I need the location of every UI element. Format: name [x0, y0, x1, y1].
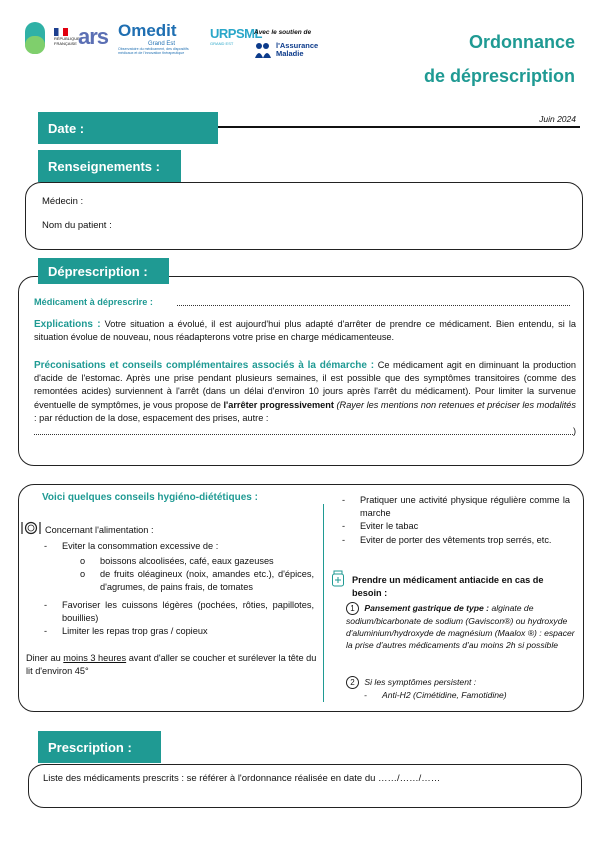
medicament-line[interactable]	[34, 296, 574, 309]
support-label: Avec le soutien de	[254, 29, 312, 36]
step2-number-icon: 2	[346, 676, 359, 689]
left-list	[44, 599, 314, 639]
explications-paragraph: Explications : Votre situation a évolué, il est aujourd'hui plus adapté d'arrêter de prendre ce médicament. Bien entendu, si la situation évolue de nouveau, nous réadapterons votre prise en charge médicamenteuse.	[34, 319, 576, 343]
renseignements-box	[25, 182, 583, 250]
people-icon	[254, 42, 272, 58]
medecin-field[interactable]: Médecin :	[42, 196, 84, 207]
patient-name-field[interactable]: Nom du patient :	[42, 220, 112, 231]
right-list	[342, 494, 570, 547]
page-title-line1: Ordonnance	[468, 32, 575, 52]
conseils-divider	[323, 504, 324, 702]
preconisations-paragraph: Préconisations et conseils complémentaires associés à la démarche : Ce médicament agit en diminuant la production d'acide de l'estomac. Après une prise pendant plusieurs semaines, il est possible que des symptômes transitoires (comme des remontées acides) surviennent à l'arrêt (dans un délai d'environ 10 jours après l'arrêt du médicament). Pour limiter la survenue éventuelle de symptômes, je vous propose de l'arrêter progressivement (Rayer les mentions non retenues et préciser les modalités : par réduction de la dose, espacement des prises, autre : )	[34, 359, 576, 438]
omedit-logo: Omedit Grand Est Observatoire du médicament, des dispositifs médicaux et de l'innovation thérapeutique	[118, 21, 189, 56]
republique-francaise-logo: RÉPUBLIQUE FRANÇAISE	[54, 28, 74, 54]
step1-number-icon: 1	[346, 602, 359, 615]
sub-list	[80, 555, 314, 595]
date-tab: Date :	[38, 112, 218, 144]
step2: 2 Si les symptômes persistent : - Anti-H2 (Cimétidine, Famotidine)	[346, 676, 576, 701]
page-title-line2: de déprescription	[423, 66, 575, 86]
preconisations-dotted-line: )	[34, 425, 576, 438]
sub-list-item: o boissons alcoolisées, café, eaux gazeuses	[80, 556, 274, 566]
antiacide-label: Prendre un médicament antiacide en cas de besoin :	[352, 575, 544, 599]
sub-list-item: o de fruits oléagineux (noix, amandes etc.), d'épices, d'agrumes, de pains frais, de tomates	[80, 569, 314, 593]
medicament-label: Médicament à déprescrire :	[34, 297, 153, 307]
medicine-bottle-icon	[331, 570, 345, 587]
list-item: - Eviter le tabac	[342, 521, 419, 532]
medicament-dotted-line	[177, 305, 570, 306]
list-item: - Favoriser les cuissons légères (pochées, rôties, papillotes, bouillies)	[44, 600, 314, 624]
diner-advice: Diner au moins 3 heures avant d'aller se coucher et surélever la tête du lit d'environ 45°	[26, 653, 317, 677]
list-item: - Eviter de porter des vêtements trop serrés, etc.	[342, 534, 552, 545]
ars-logo: ars	[78, 24, 109, 49]
eviter-item: - Eviter la consommation excessive de :	[44, 541, 219, 551]
prescription-text: Liste des médicaments prescrits : se référer à l'ordonnance réalisée en date du ……/……/……	[43, 773, 441, 784]
list-item: - Anti-H2 (Cimétidine, Famotidine)	[364, 690, 507, 700]
deprescription-tab: Déprescription :	[38, 258, 169, 284]
conseils-title: Voici quelques conseils hygiéno-diététiques :	[42, 492, 258, 503]
list-item: - Pratiquer une activité physique régulière comme la marche	[342, 495, 570, 519]
prescription-box	[28, 764, 582, 808]
prescription-tab: Prescription :	[38, 731, 161, 763]
capsule-logo-icon	[22, 20, 50, 56]
urps-logo: URPSML GRAND EST	[210, 26, 262, 46]
step1: 1 Pansement gastrique de type : alginate de sodium/bicarbonate de sodium (Gaviscon®) ou hydroxyde d'aluminium/hydroxyde de magnésium (Maalox ®) : espacer la prise d'autres médicaments d'au moins 2h si possible	[346, 603, 575, 651]
logo-bar: RÉPUBLIQUE FRANÇAISE ars Omedit Grand Est Observatoire du médicament, des dispositifs médicaux et de l'innovation thérapeutique URPSML GRAND EST Avec le soutien de l'Assurance Maladie	[22, 18, 332, 66]
alimentation-label: Concernant l'alimentation :	[45, 525, 154, 535]
edition-date: Juin 2024	[539, 114, 576, 124]
renseignements-tab: Renseignements :	[38, 150, 181, 182]
cutlery-plate-icon	[20, 521, 42, 535]
date-underline	[218, 126, 580, 128]
list-item: - Limiter les repas trop gras / copieux	[44, 626, 208, 637]
